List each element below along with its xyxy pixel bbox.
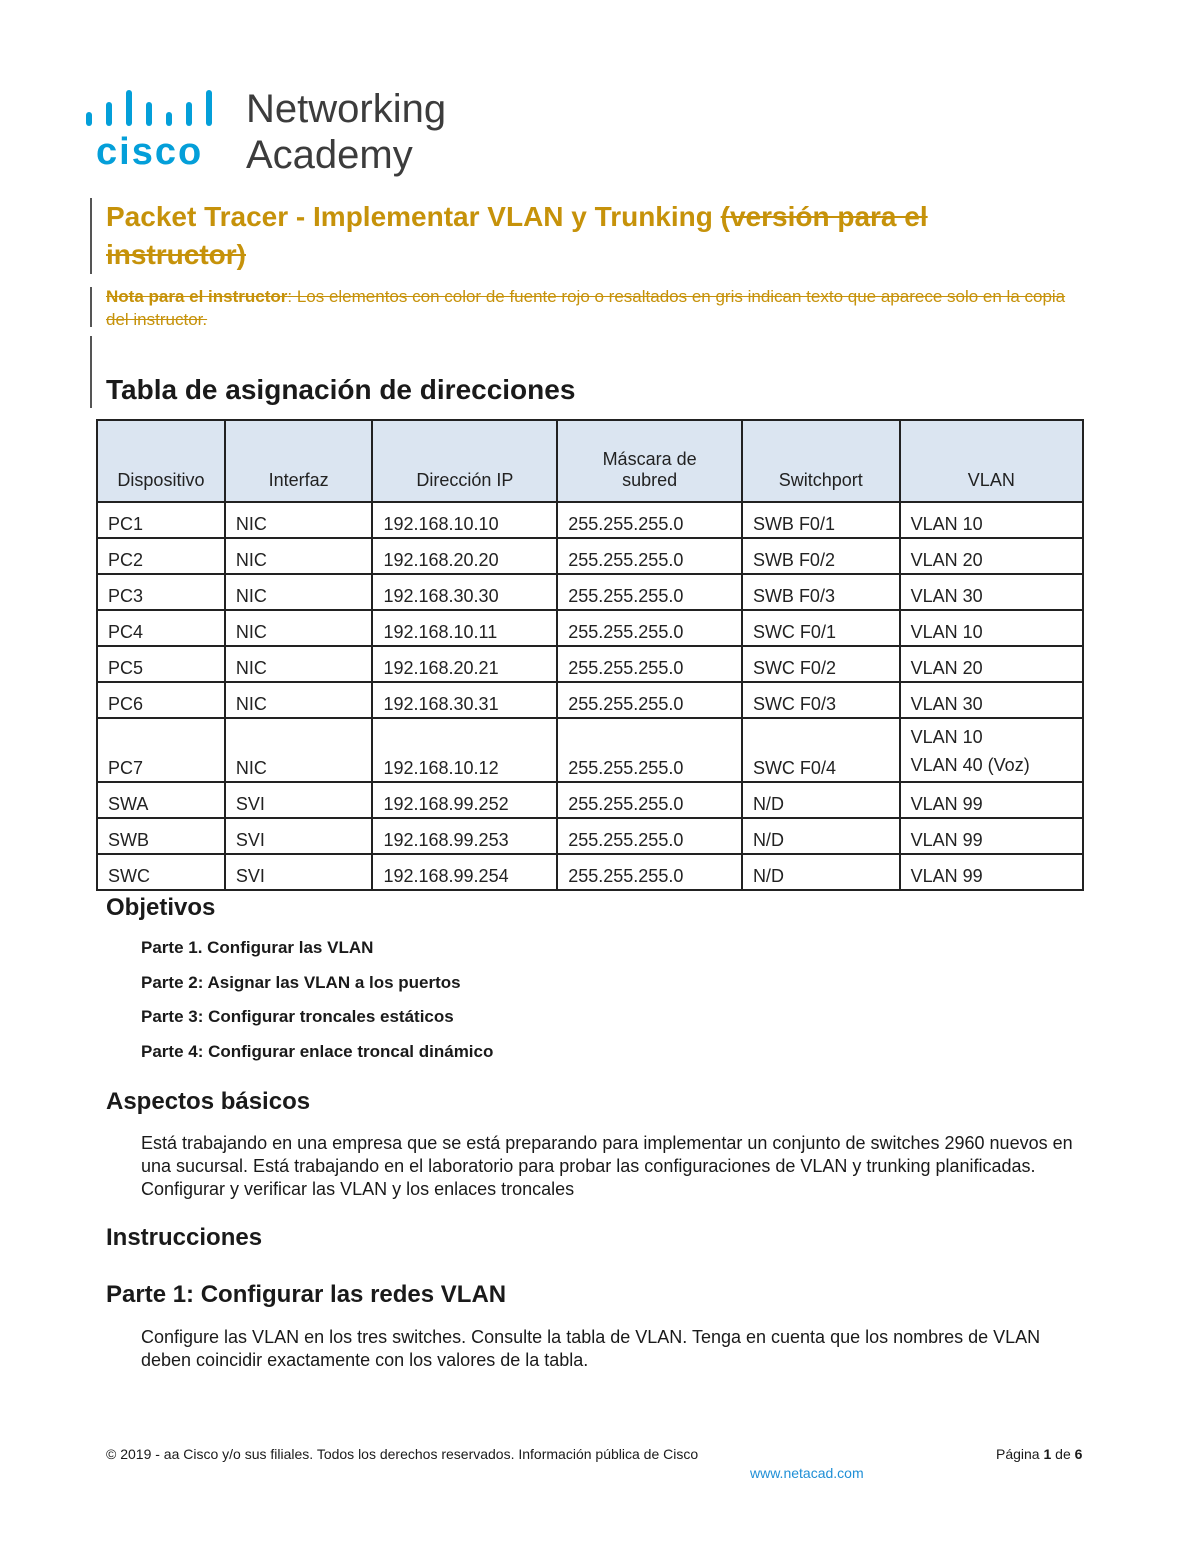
cell-switchport: SWC F0/4 [742,718,900,782]
cell-interface: SVI [225,782,373,818]
cell-mask: 255.255.255.0 [557,718,742,782]
page-total: 6 [1074,1446,1083,1462]
footer-copyright: © 2019 - aa Cisco y/o sus filiales. Todos los derechos reservados. Información pública de Cisco [106,1446,699,1462]
revision-bar [90,336,92,408]
cell-device: PC4 [97,610,225,646]
netacad-link[interactable]: www.netacad.com [750,1465,864,1481]
vlan-line: VLAN 10 [910,727,983,747]
title-main: Packet Tracer - Implementar VLAN y Trunking [106,201,713,232]
cell-mask: 255.255.255.0 [557,782,742,818]
cell-switchport: SWB F0/1 [742,502,900,538]
cell-interface: NIC [225,538,373,574]
objective-item: Parte 4: Configurar enlace troncal dinámico [141,1041,494,1061]
cell-mask: 255.255.255.0 [557,646,742,682]
cell-interface: NIC [225,502,373,538]
cell-ip: 192.168.10.12 [372,718,557,782]
cell-vlan: VLAN 30 [900,574,1083,610]
cell-vlan: VLAN 30 [900,682,1083,718]
table-row [97,610,1083,646]
cell-device: PC3 [97,574,225,610]
cell-ip: 192.168.20.20 [372,538,557,574]
cell-ip: 192.168.30.31 [372,682,557,718]
background-heading: Aspectos básicos [106,1088,311,1115]
cell-interface: NIC [225,610,373,646]
cell-switchport: SWB F0/3 [742,574,900,610]
objective-item: Parte 2: Asignar las VLAN a los puertos [141,972,461,992]
cell-vlan: VLAN 10 [900,502,1083,538]
cell-mask: 255.255.255.0 [557,538,742,574]
cell-ip: 192.168.30.30 [372,574,557,610]
cell-interface: SVI [225,818,373,854]
cell-device: PC1 [97,502,225,538]
cell-mask: 255.255.255.0 [557,818,742,854]
column-header: VLAN [900,420,1083,502]
cell-ip: 192.168.99.254 [372,854,557,890]
column-header: Dirección IP [372,420,557,502]
revision-bar [90,198,92,274]
instructor-note [106,285,1086,331]
cell-vlan: VLAN 20 [900,538,1083,574]
page-title [106,198,1066,274]
cell-vlan: VLAN 99 [900,782,1083,818]
cell-vlan: VLAN 99 [900,818,1083,854]
page-of: de [1055,1446,1071,1462]
cell-mask: 255.255.255.0 [557,574,742,610]
table-row [97,574,1083,610]
cell-ip: 192.168.99.252 [372,782,557,818]
cell-ip: 192.168.99.253 [372,818,557,854]
cell-ip: 192.168.10.11 [372,610,557,646]
cell-interface: NIC [225,574,373,610]
cell-mask: 255.255.255.0 [557,682,742,718]
cell-device: PC2 [97,538,225,574]
cell-vlan: VLAN 10 [900,610,1083,646]
address-table [96,419,1084,891]
cell-switchport: N/D [742,818,900,854]
cell-switchport: N/D [742,782,900,818]
table-row [97,502,1083,538]
address-table-heading: Tabla de asignación de direcciones [106,374,576,405]
instructor-note-text: : Los elementos con color de fuente rojo o resaltados en gris indican texto que aparece solo en la copia del instructor. [106,287,1066,329]
table-row [97,646,1083,682]
cell-device: SWC [97,854,225,890]
cell-ip: 192.168.20.21 [372,646,557,682]
logo-networking-text: Networking [246,87,447,131]
cell-device: SWA [97,782,225,818]
cell-interface: NIC [225,646,373,682]
table-row [97,782,1083,818]
objective-item: Parte 3: Configurar troncales estáticos [141,1007,454,1026]
column-header: Dispositivo [97,420,225,502]
column-header: Switchport [742,420,900,502]
cell-switchport: N/D [742,854,900,890]
footer-page-number [996,1446,1082,1462]
table-row [97,682,1083,718]
cell-device: PC6 [97,682,225,718]
cell-device: PC7 [97,718,225,782]
cell-mask: 255.255.255.0 [557,502,742,538]
cell-switchport: SWB F0/2 [742,538,900,574]
cell-ip: 192.168.10.10 [372,502,557,538]
cell-interface: SVI [225,854,373,890]
page-label: Página [996,1446,1040,1462]
title-instructor-version: (versión para el instructor) [106,201,928,270]
table-header-row [97,420,1083,502]
table-row [97,818,1083,854]
cell-interface: NIC [225,682,373,718]
page-current: 1 [1043,1446,1052,1462]
cisco-wordmark: cisco [96,131,204,173]
cell-vlan: VLAN 99 [900,854,1083,890]
objectives-list [141,936,493,1074]
background-text: Está trabajando en una empresa que se está preparando para implementar un conjunto de switches 2960 nuevos en una sucursal. Está trabajando en el laboratorio para probar las configuraciones de VLAN y trunking planificadas. Configurar y verificar las VLAN y los enlaces troncales [141,1133,1073,1199]
cell-mask: 255.255.255.0 [557,854,742,890]
part1-text: Configure las VLAN en los tres switches. Consulte la tabla de VLAN. Tenga en cuenta que los nombres de VLAN deben coincidir exactamente con los valores de la tabla. [141,1327,1041,1370]
cell-switchport: SWC F0/2 [742,646,900,682]
cell-vlan [900,718,1083,782]
objective-item: Parte 1. Configurar las VLAN [141,938,374,957]
vlan-line-voice: VLAN 40 (Voz) [910,755,1030,775]
cell-switchport: SWC F0/1 [742,610,900,646]
cell-mask: 255.255.255.0 [557,610,742,646]
cell-device: SWB [97,818,225,854]
table-row [97,718,1083,782]
column-header: Interfaz [225,420,373,502]
objectives-heading: Objetivos [106,894,216,921]
cell-interface: NIC [225,718,373,782]
cell-device: PC5 [97,646,225,682]
cell-vlan: VLAN 20 [900,646,1083,682]
instructor-note-label: Nota para el instructor [106,287,288,306]
part1-heading: Parte 1: Configurar las redes VLAN [106,1281,507,1308]
revision-bar [90,287,92,327]
instructions-heading: Instrucciones [106,1224,263,1251]
cell-switchport: SWC F0/3 [742,682,900,718]
table-row [97,854,1083,890]
cisco-bars-icon [84,88,224,134]
table-row [97,538,1083,574]
column-header: Máscara de subred [557,420,742,502]
logo-academy-text: Academy [246,133,413,177]
